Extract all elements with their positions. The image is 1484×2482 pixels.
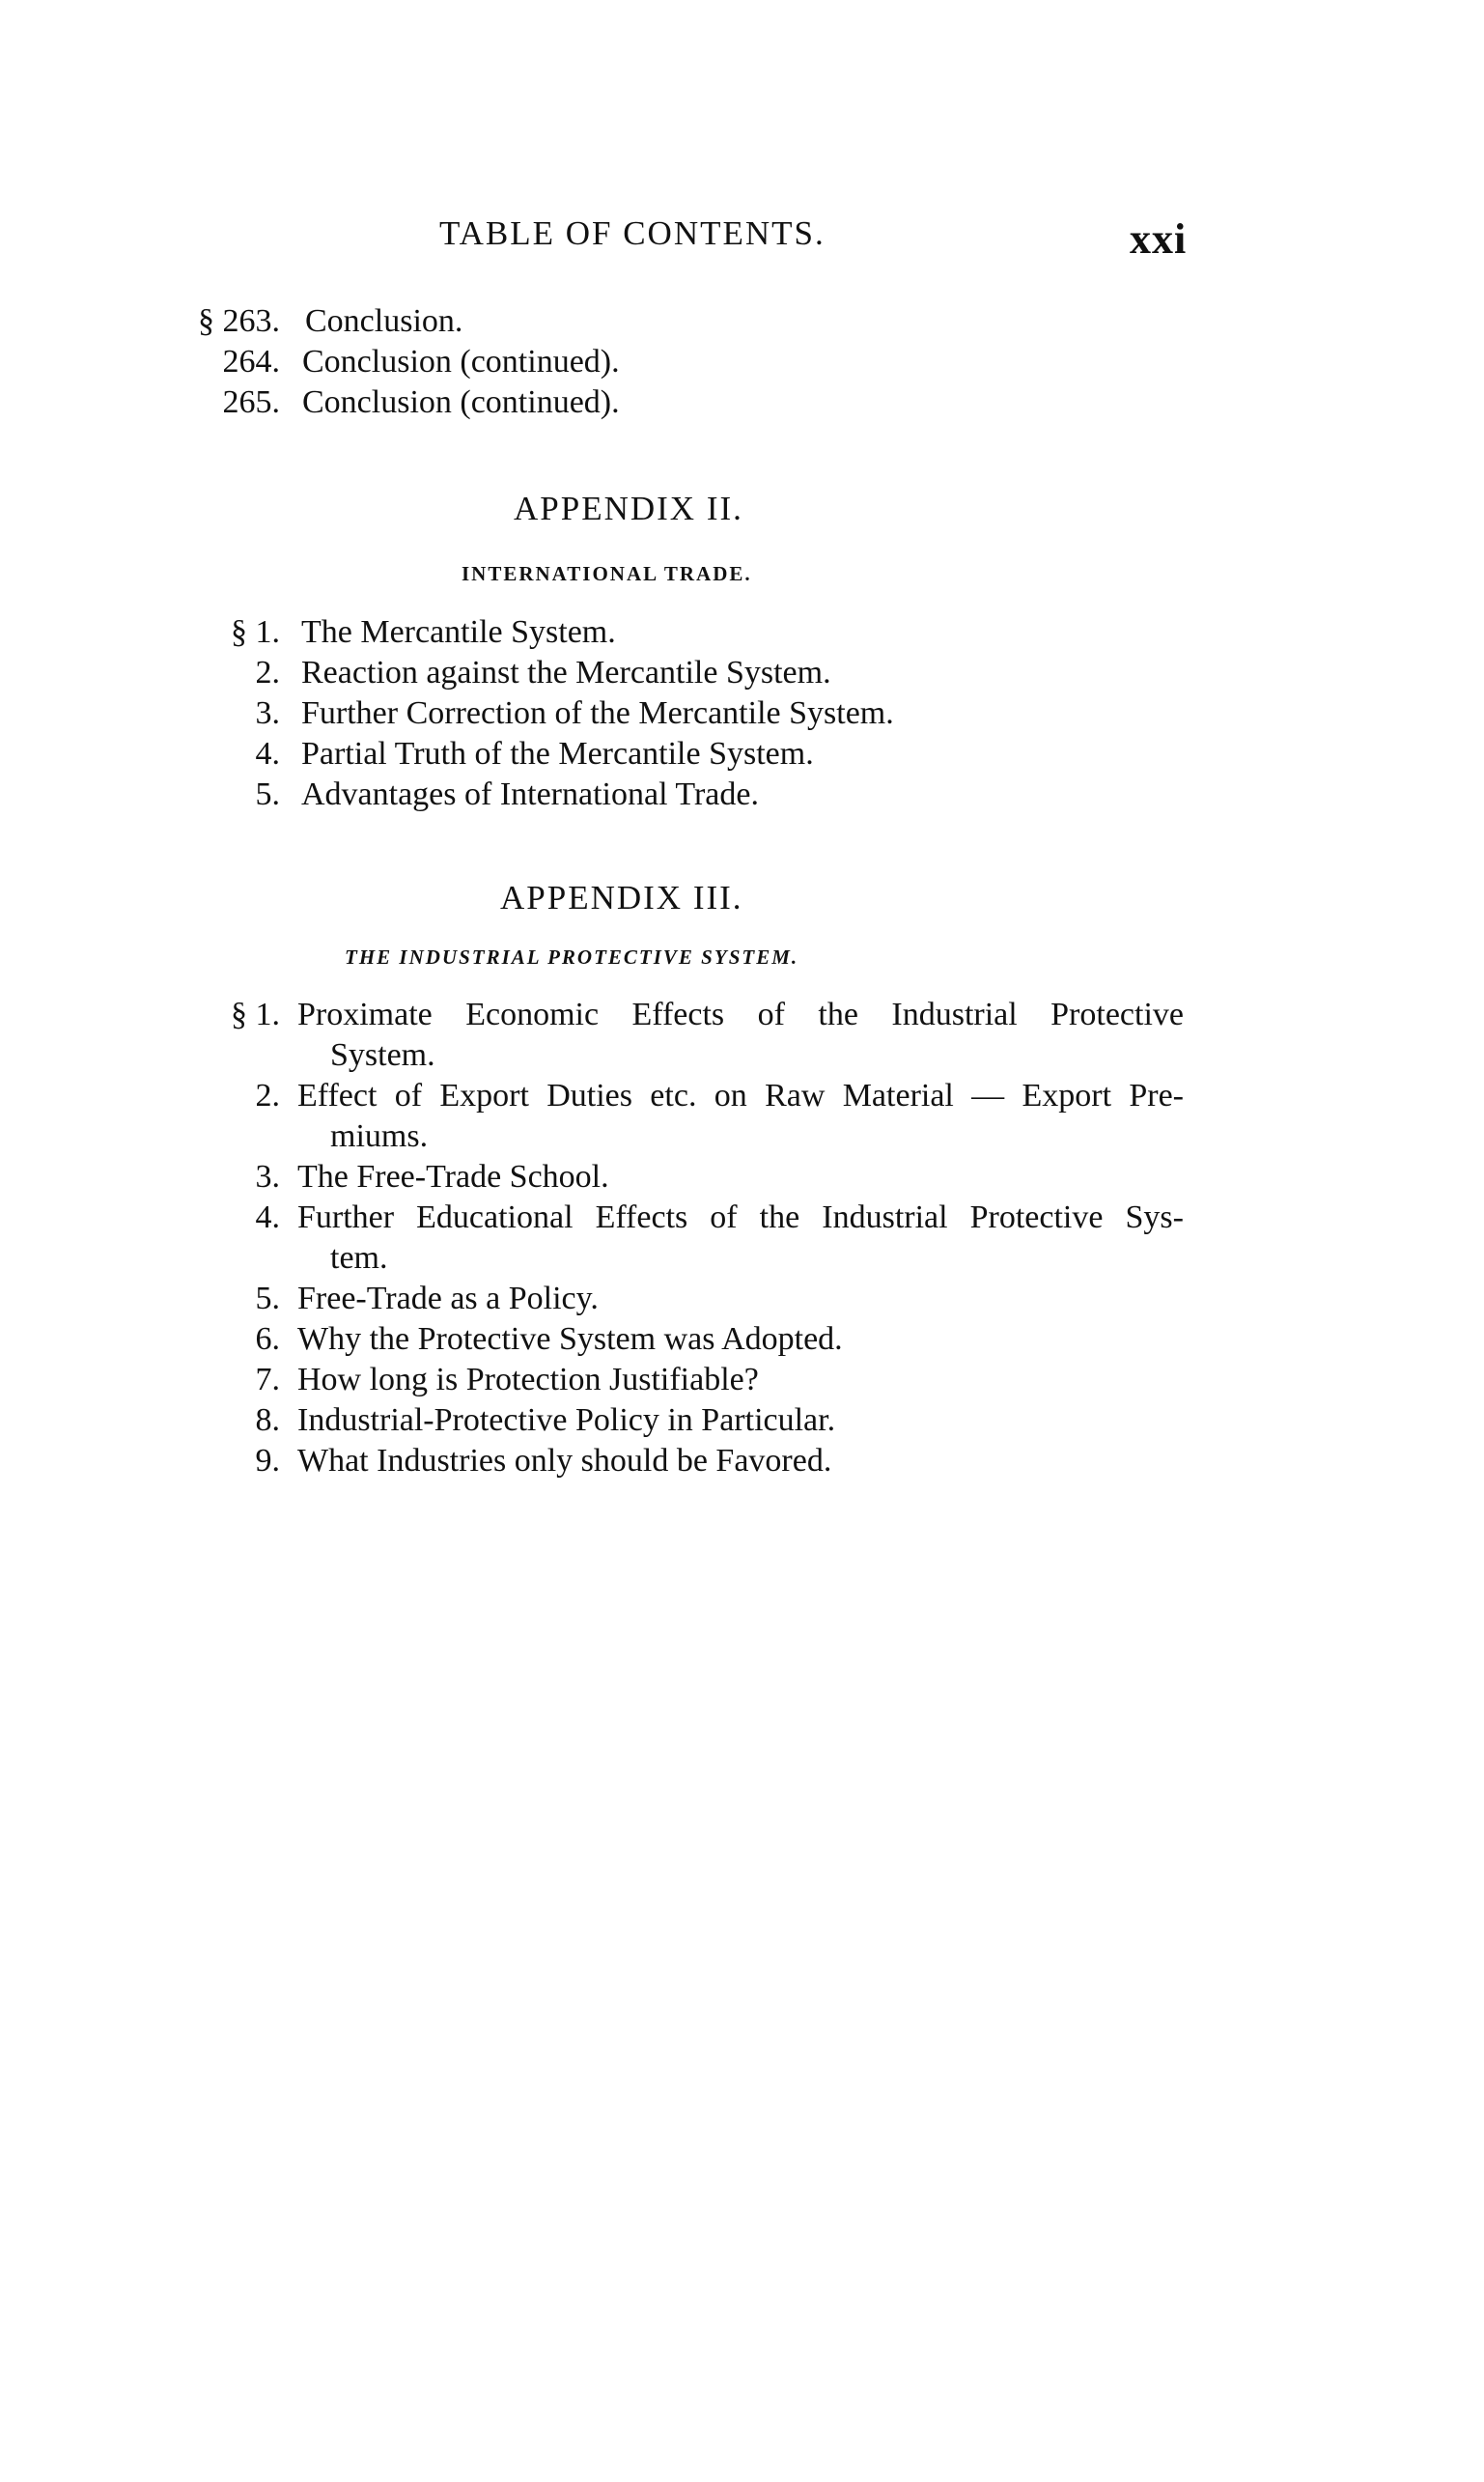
section-title: Reaction against the Mercantile System. [301, 655, 831, 691]
section-number: 5. [255, 1281, 280, 1316]
appendix-2-subtitle: INTERNATIONAL TRADE. [462, 562, 752, 585]
section-number: 6. [255, 1321, 280, 1357]
section-number: 4. [255, 1199, 280, 1235]
section-number: 265. [222, 384, 280, 420]
section-title: Further Correction of the Mercantile System. [301, 695, 894, 731]
section-title: Further Educational Effects of the Industrial Protective Sys- [297, 1199, 1184, 1235]
section-number: § 1. [231, 614, 280, 650]
page-number: xxi [1130, 215, 1188, 263]
section-title: Free-Trade as a Policy. [297, 1281, 599, 1316]
section-number: § 263. [198, 303, 280, 339]
section-title: Conclusion. [305, 303, 463, 339]
section-title-continuation: System. [330, 1037, 435, 1073]
section-number: § 1. [231, 997, 280, 1032]
section-number: 3. [255, 1159, 280, 1195]
section-number: 264. [222, 344, 280, 380]
appendix-2-title: APPENDIX II. [514, 490, 743, 527]
section-title-continuation: tem. [330, 1240, 388, 1276]
appendix-3-subtitle: THE INDUSTRIAL PROTECTIVE SYSTEM. [345, 945, 799, 969]
section-title: Effect of Export Duties etc. on Raw Material — Export Pre- [297, 1078, 1184, 1114]
section-number: 7. [255, 1362, 280, 1397]
section-title: What Industries only should be Favored. [297, 1443, 832, 1479]
section-title: Partial Truth of the Mercantile System. [301, 736, 814, 772]
appendix-3-title: APPENDIX III. [500, 879, 743, 917]
section-title: Industrial-Protective Policy in Particular. [297, 1402, 836, 1438]
section-title-continuation: miums. [330, 1118, 429, 1154]
section-title: The Mercantile System. [301, 614, 616, 650]
section-title: How long is Protection Justifiable? [297, 1362, 759, 1397]
section-number: 2. [255, 655, 280, 691]
section-title: Conclusion (continued). [302, 384, 620, 420]
section-number: 3. [255, 695, 280, 731]
section-title: Proximate Economic Effects of the Industrial Protective [297, 997, 1184, 1032]
section-number: 8. [255, 1402, 280, 1438]
section-number: 4. [255, 736, 280, 772]
section-number: 2. [255, 1078, 280, 1114]
section-title: Advantages of International Trade. [301, 776, 759, 812]
running-head: TABLE OF CONTENTS. [439, 214, 826, 252]
section-number: 9. [255, 1443, 280, 1479]
section-number: 5. [255, 776, 280, 812]
section-title: The Free-Trade School. [297, 1159, 609, 1195]
section-title: Conclusion (continued). [302, 344, 620, 380]
section-title: Why the Protective System was Adopted. [297, 1321, 843, 1357]
